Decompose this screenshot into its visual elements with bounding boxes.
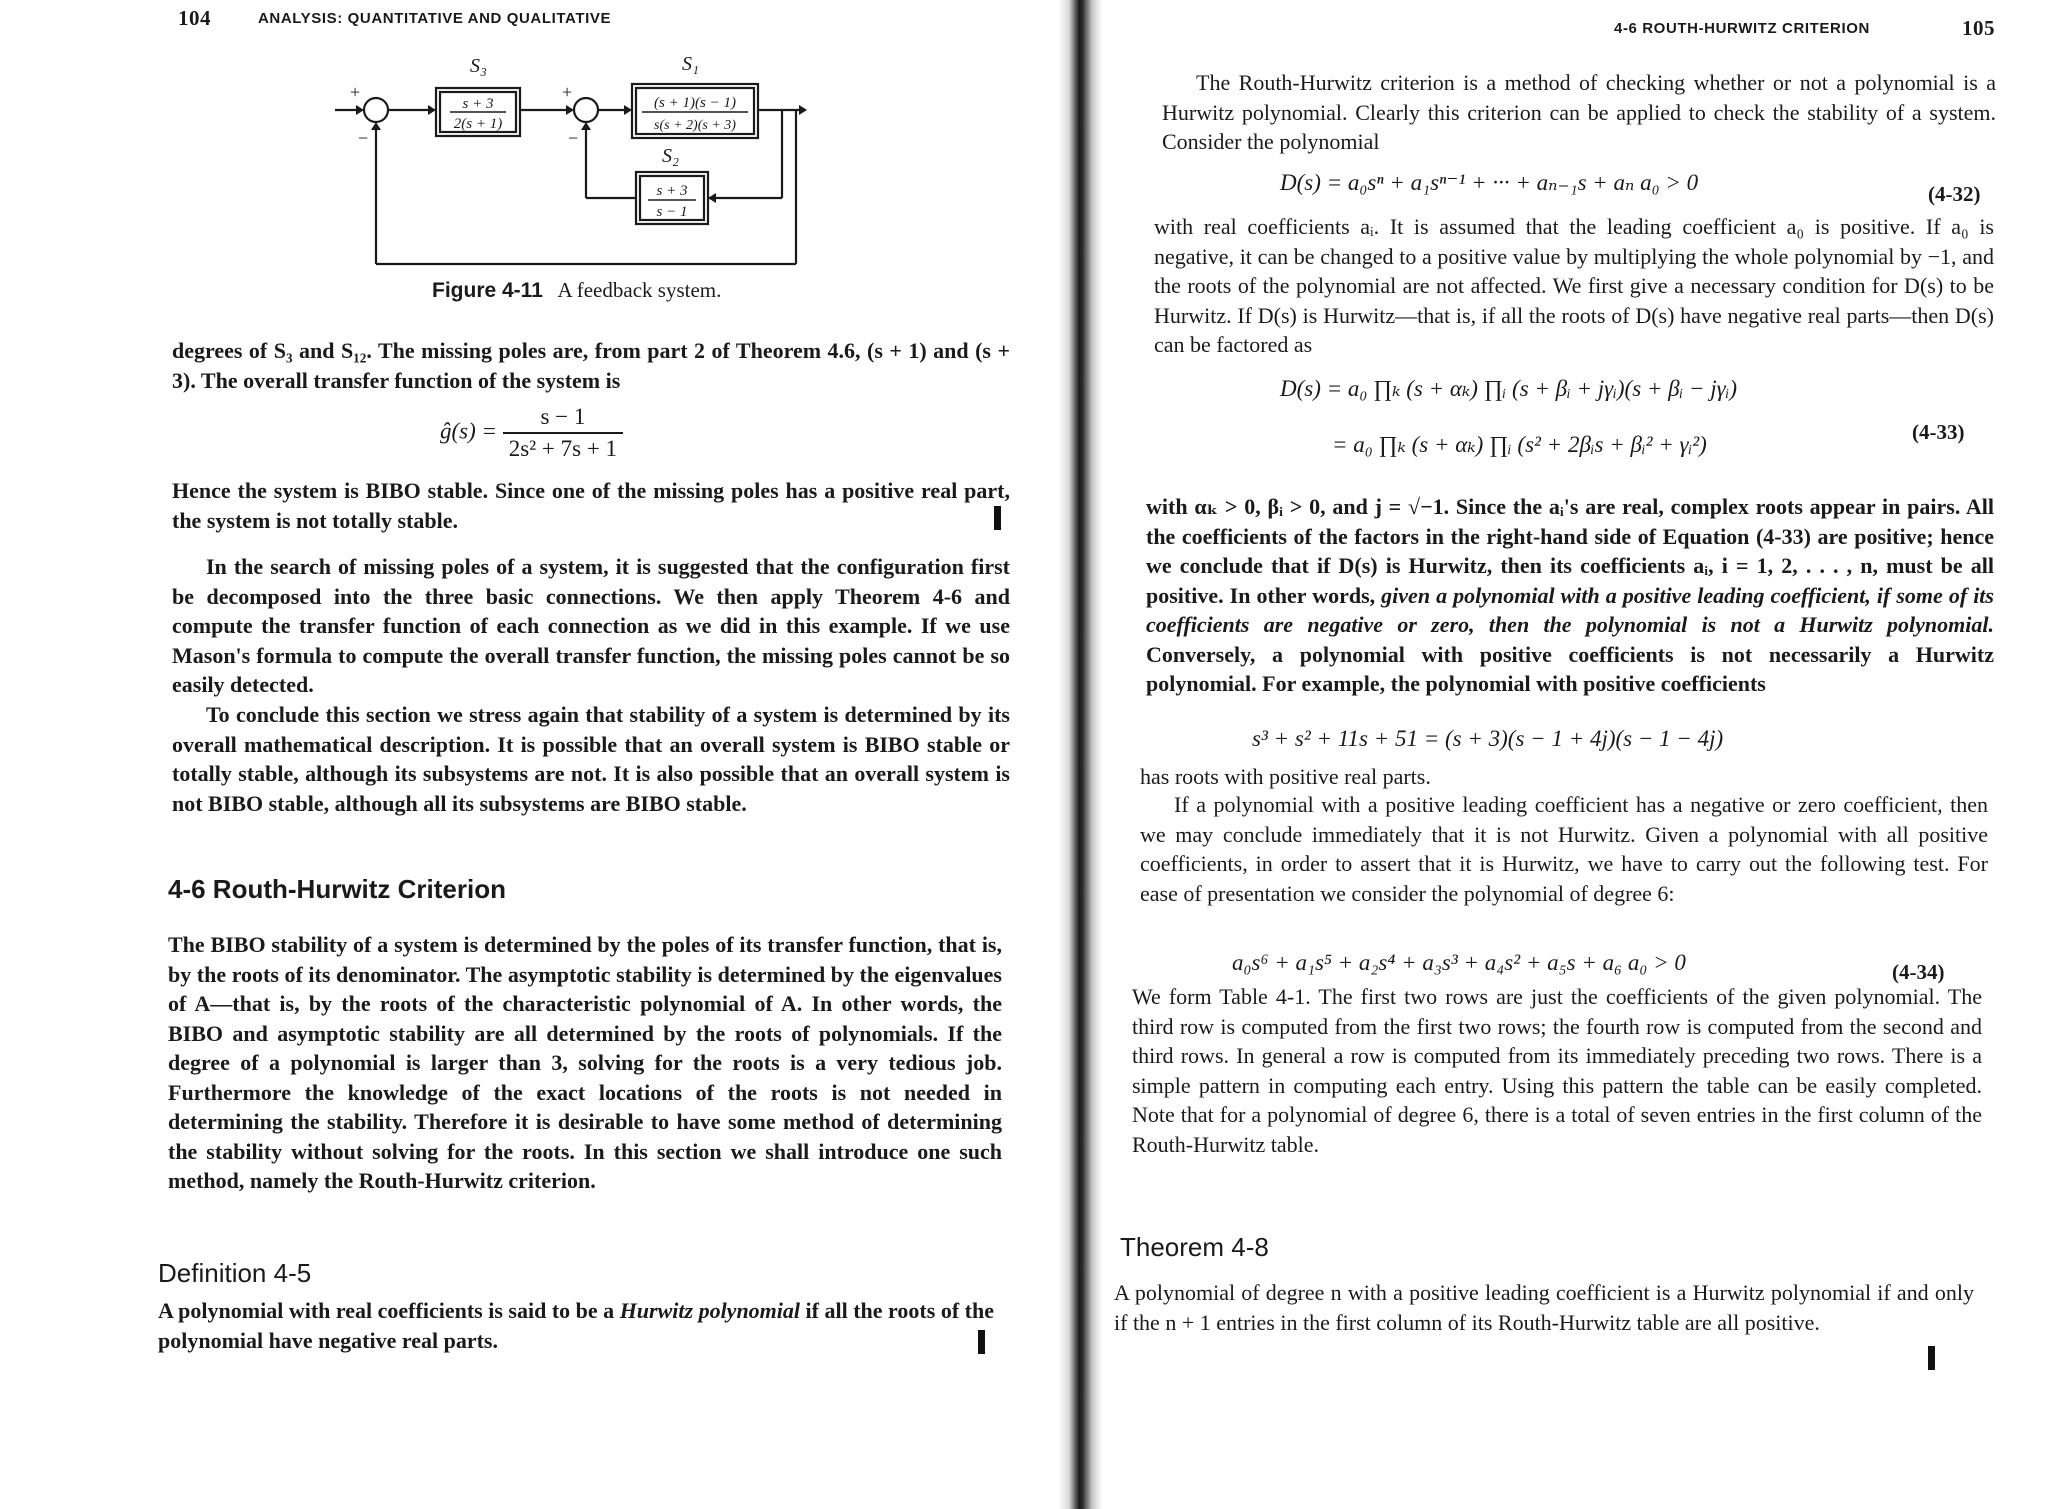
right-paragraph-1: The Routh-Hurwitz criterion is a method of checking whether or not a polynomial is a Hurwitz polynomial. Clearly this criterion can be applied to check the stability of a system. Consider the polynomial	[1162, 70, 1996, 154]
section-heading: 4-6 Routh-Hurwitz Criterion	[168, 874, 506, 904]
equation-4-32: D(s) = a₀sⁿ + a₁sⁿ⁻¹ + ··· + aₙ₋₁s + aₙ a₀ > 0	[1280, 170, 1699, 195]
equation-4-34-number: (4-34)	[1892, 960, 1945, 984]
transfer-function-numerator: s − 1	[503, 404, 623, 434]
block2-numerator: (s + 1)(s − 1)	[654, 95, 736, 111]
theorem-text: A polynomial of degree n with a positive leading coefficient is a Hurwitz polynomial if and only if the n + 1 entries in the first column of its Routh-Hurwitz table are all positive.	[1114, 1280, 1974, 1335]
left-paragraph-5: The BIBO stability of a system is determined by the poles of its transfer function, that is, by the roots of its denominator. The asymptotic stability is determined by the eigenvalues of A—that is, by the roots of the characteristic polynomial of A. In other words, the BIBO and asymptotic stability are all determined by the roots of polynomials. If the degree of a polynomial is larger than 3, solving for the roots is a very tedious job. Furthermore the knowledge of the exact locations of the roots is not needed in determining the stability. Therefore it is desirable to have some method of determining the stability without solving for the roots. In this section we shall introduce one such method, namely the Routh-Hurwitz criterion.	[168, 932, 1002, 1193]
right-paragraph-5: If a polynomial with a positive leading coefficient has a negative or zero coefficient, then we may conclude immediately that it is not Hurwitz. Given a polynomial with all positive coefficients, in order to assert that it is Hurwitz, we have to carry out the following test. For ease of presentation we consider the polynomial of degree 6:	[1140, 792, 1988, 906]
book-gutter	[1058, 0, 1102, 1509]
example-polynomial-equation: s³ + s² + 11s + 51 = (s + 3)(s − 1 + 4j)(s − 1 − 4j)	[1252, 726, 1724, 751]
right-running-head: 4-6 ROUTH-HURWITZ CRITERION	[1614, 20, 1870, 37]
block1-numerator: s + 3	[462, 96, 494, 112]
minus-sign-1: −	[358, 128, 369, 148]
left-paragraph-1: degrees of S₃ and S₁₂. The missing poles are, from part 2 of Theorem 4.6, (s + 1) and (s + 3). The overall transfer function of the system is	[172, 338, 1010, 393]
hurwitz-condition-emphasis: given a polynomial with a positive leading coefficient, if some of its coefficients are negative or zero, then the polynomial is not a Hurwitz polynomial.	[1146, 582, 1994, 637]
block3-denominator: s − 1	[656, 204, 688, 220]
transfer-function-equation	[440, 404, 623, 462]
equation-4-33-line-1: D(s) = a₀ ∏ₖ (s + αₖ) ∏ᵢ (s + βᵢ + jγᵢ)(s + βᵢ − jγᵢ)	[1280, 376, 1738, 401]
equation-4-32-number: (4-32)	[1928, 182, 1981, 206]
right-paragraph-4: has roots with positive real parts.	[1140, 764, 1431, 789]
figure-caption-text: A feedback system.	[557, 278, 722, 302]
block2-denominator: s(s + 2)(s + 3)	[654, 118, 736, 133]
block1-denominator: 2(s + 1)	[453, 116, 503, 132]
left-paragraph-4: To conclude this section we stress again that stability of a system is determined by its overall mathematical description. It is possible that an overall system is BIBO stable or totally stable, although its subsystems are not. It is also possible that an overall system is not BIBO stable, although all its subsystems are BIBO stable.	[172, 702, 1010, 816]
end-of-theorem-mark	[1928, 1346, 1935, 1370]
feedback-system-diagram	[330, 48, 810, 278]
equation-4-33-number: (4-33)	[1912, 420, 1965, 444]
left-running-head: ANALYSIS: QUANTITATIVE AND QUALITATIVE	[258, 10, 612, 27]
right-page-number: 105	[1962, 16, 1995, 40]
left-paragraph-3: In the search of missing poles of a system, it is suggested that the configuration first be decomposed into the three basic connections. We then apply Theorem 4-6 and compute the transfer function of each connection as we did in this example. If we use Mason's formula to compute the overall transfer function, the missing poles cannot be so easily detected.	[172, 554, 1010, 697]
theorem-heading: Theorem 4-8	[1120, 1232, 1269, 1262]
equation-4-33-line-2: = a₀ ∏ₖ (s + αₖ) ∏ᵢ (s² + 2βᵢs + βᵢ² + γᵢ²)	[1332, 432, 1707, 457]
end-of-example-mark	[994, 506, 1001, 530]
plus-sign-2: +	[562, 82, 573, 102]
right-paragraph-2: with real coefficients aᵢ. It is assumed that the leading coefficient a₀ is positive. If a₀ is negative, it can be changed to a positive value by multiplying the whole polynomial by −1, and the roots of the polynomial are not affected. We first give a necessary condition for D(s) to be Hurwitz. If D(s) is Hurwitz—that is, if all the roots of D(s) have negative real parts—then D(s) can be factored as	[1154, 214, 1994, 357]
s3-label: S₃	[470, 55, 487, 77]
left-paragraph-2: Hence the system is BIBO stable. Since one of the missing poles has a positive real part, the system is not totally stable.	[172, 478, 1010, 533]
left-page-number: 104	[178, 6, 211, 30]
right-page	[1100, 0, 2048, 1509]
transfer-function-lhs: ĝ(s) =	[440, 418, 498, 444]
right-paragraph-6: We form Table 4-1. The first two rows are just the coefficients of the given polynomial. The third row is computed from the first two rows; the fourth row is computed from the second and third rows. In general a row is computed from its immediately preceding two rows. There is a simple pattern in computing each entry. Using this pattern the table can be easily completed. Note that for a polynomial of degree 6, there is a total of seven entries in the first column of the Routh-Hurwitz table.	[1132, 984, 1982, 1157]
figure-caption-label: Figure 4-11	[432, 279, 543, 302]
block3-numerator: s + 3	[656, 183, 688, 199]
end-of-definition-mark	[978, 1330, 985, 1354]
s2-label: S₂	[662, 145, 679, 167]
definition-heading: Definition 4-5	[158, 1258, 312, 1288]
hurwitz-polynomial-term: Hurwitz polynomial	[619, 1298, 801, 1323]
transfer-function-denominator: 2s² + 7s + 1	[508, 436, 618, 461]
minus-sign-2: −	[568, 128, 579, 148]
figure-caption	[432, 278, 721, 303]
plus-sign-1: +	[350, 82, 361, 102]
equation-4-34: a₀s⁶ + a₁s⁵ + a₂s⁴ + a₃s³ + a₄s² + a₅s + a₆ a₀ > 0	[1232, 950, 1686, 975]
definition-text: A polynomial with real coefficients is said to be a Hurwitz polynomial if all the roots of the polynomial have negative real parts.	[158, 1298, 994, 1353]
s1-label: S₁	[682, 53, 699, 75]
right-paragraph-3: with αₖ > 0, βᵢ > 0, and j = √−1. Since the aᵢ's are real, complex roots appear in pairs. All the coefficients of the factors in the right-hand side of Equation (4-33) are positive; hence we conclude that if D(s) is Hurwitz, then its coefficients aᵢ, i = 1, 2, . . . , n, must be all positive. In other words, given a polynomial with a positive leading coefficient, if some of its coefficients are negative or zero, then the polynomial is not a Hurwitz polynomial. Conversely, a polynomial with positive coefficients is not necessarily a Hurwitz polynomial. For example, the polynomial with positive coefficients	[1146, 494, 1994, 696]
